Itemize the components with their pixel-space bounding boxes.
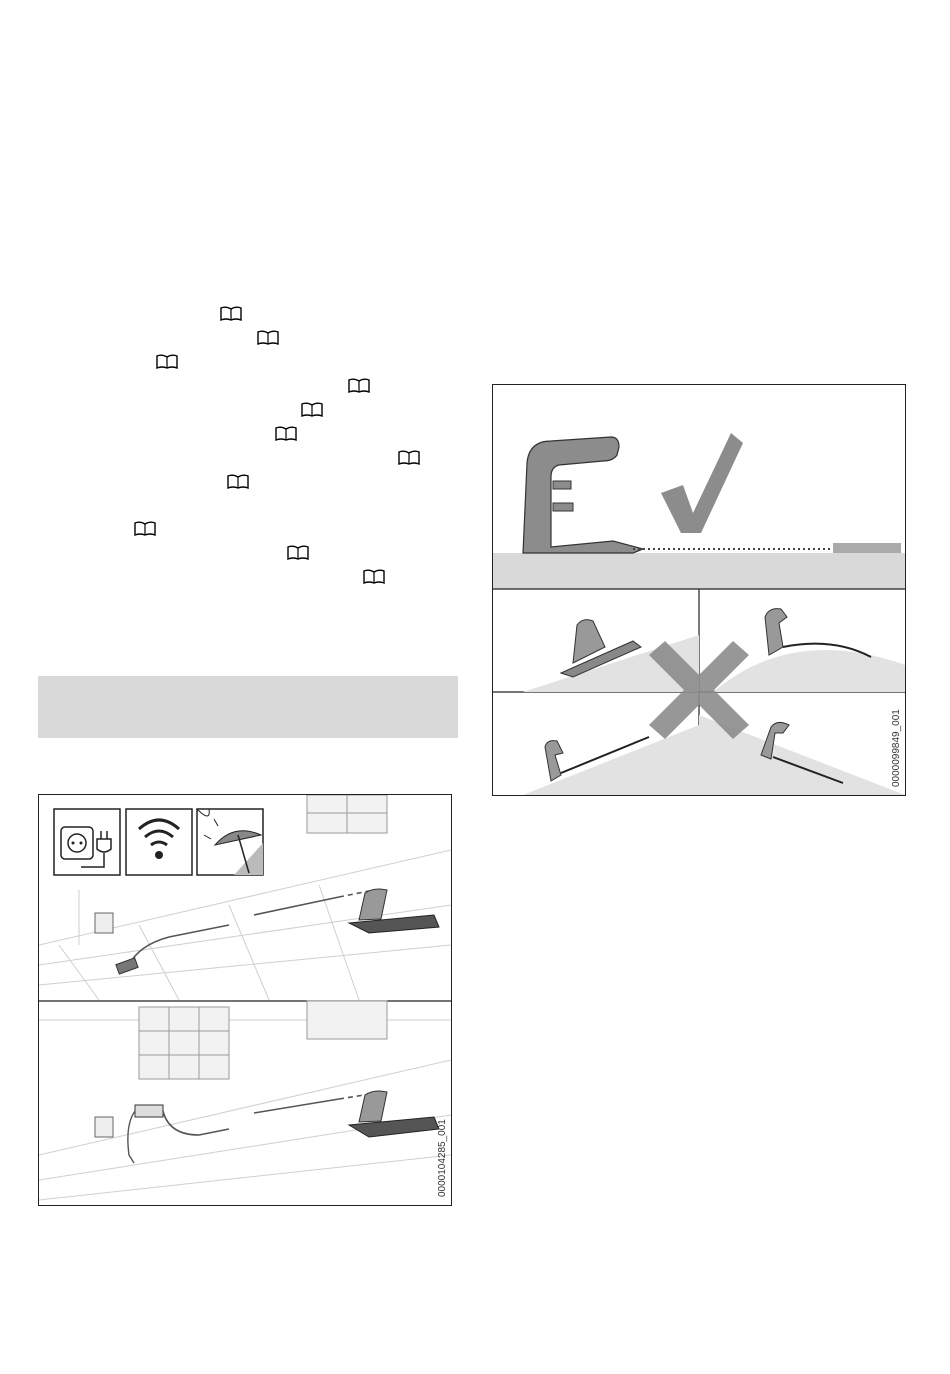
book-icon	[348, 378, 370, 393]
book-icon	[134, 521, 156, 536]
book-icon	[363, 569, 385, 584]
book-icon	[398, 450, 420, 465]
figure-id: 0000099849_001	[891, 709, 902, 787]
book-icon	[156, 354, 178, 369]
wifi-icon	[126, 809, 192, 875]
slope-illustration	[493, 385, 905, 795]
power-socket-icon	[54, 809, 120, 875]
book-icon	[275, 426, 297, 441]
installation-site-figure	[38, 794, 452, 1206]
installation-illustration	[39, 795, 451, 1205]
book-icon	[220, 306, 242, 321]
book-icon	[301, 402, 323, 417]
section-heading-bar	[38, 676, 458, 738]
book-icon	[257, 330, 279, 345]
book-icon	[227, 474, 249, 489]
check-mark-icon	[661, 433, 743, 533]
sun-umbrella-icon	[197, 809, 263, 875]
book-icon	[287, 545, 309, 560]
docking-station-slope-figure	[492, 384, 906, 796]
figure-id: 0000104285_001	[437, 1119, 448, 1197]
